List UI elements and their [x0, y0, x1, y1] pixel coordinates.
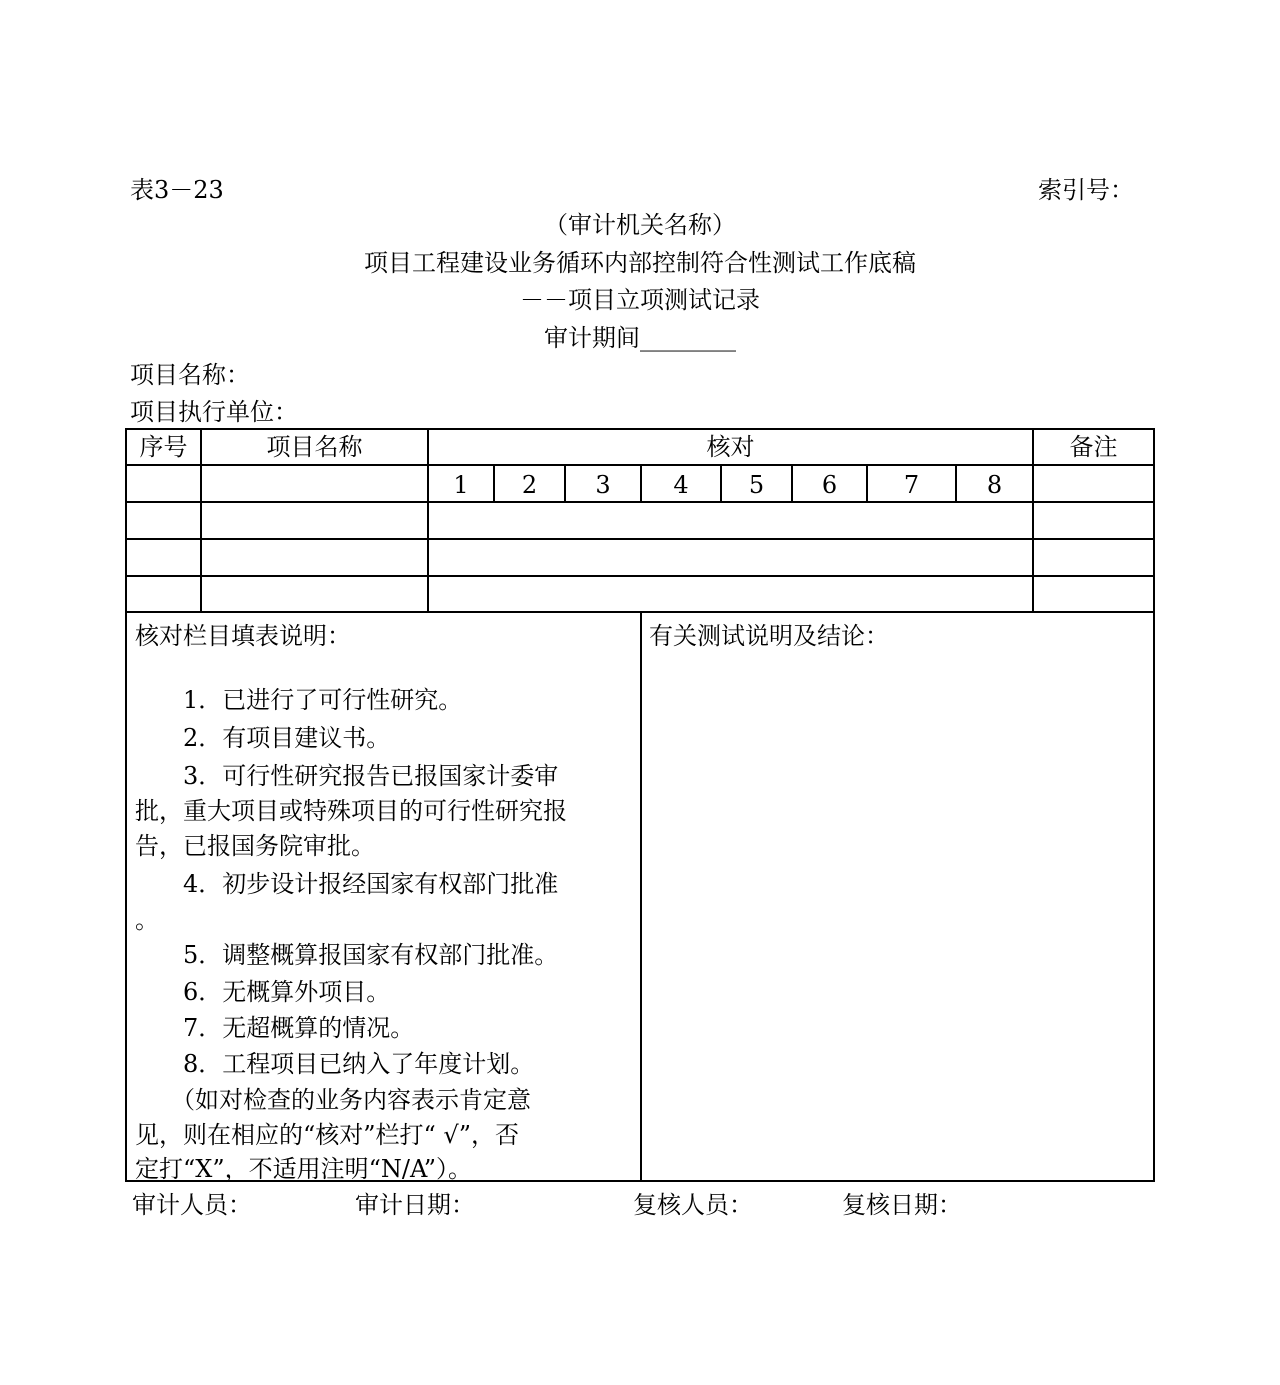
note-line: 1．已进行了可行性研究。 — [135, 686, 463, 714]
note-line: 批，重大项目或特殊项目的可行性研究报 — [135, 797, 567, 825]
table-number: 表3－23 — [130, 176, 224, 204]
header-seq: 序号 — [139, 433, 188, 461]
index-label: 索引号： — [1038, 176, 1134, 204]
org-name-title: （审计机关名称） — [544, 211, 736, 239]
note-line: 见，则在相应的“核对”栏打“ √”，否 — [135, 1121, 519, 1149]
check-number: 6 — [821, 471, 838, 499]
note-line: （如对检查的业务内容表示肯定意 — [135, 1086, 531, 1114]
check-number: 3 — [595, 471, 611, 499]
audit-period: 审计期间________ — [544, 324, 736, 352]
note-line: 7．无超概算的情况。 — [135, 1014, 415, 1042]
reviewer-label: 复核人员： — [633, 1191, 753, 1219]
check-number: 4 — [673, 471, 689, 499]
note-line: 定打“X”，不适用注明“N/A”）。 — [135, 1155, 473, 1183]
header-check: 核对 — [706, 433, 755, 461]
notes-title: 核对栏目填表说明： — [135, 622, 351, 650]
note-line: 6．无概算外项目。 — [135, 978, 391, 1006]
sub-title: －－项目立项测试记录 — [520, 286, 760, 314]
exec-unit-field: 项目执行单位： — [130, 398, 298, 426]
note-line: 4．初步设计报经国家有权部门批准 — [135, 870, 559, 898]
check-table — [125, 428, 1155, 613]
check-number: 2 — [521, 471, 538, 499]
row-divider — [127, 575, 1153, 577]
review-date-label: 复核日期： — [842, 1191, 962, 1219]
note-line: 2．有项目建议书。 — [135, 724, 391, 752]
col-divider — [640, 613, 642, 1180]
header-remark: 备注 — [1069, 433, 1118, 461]
check-number: 7 — [903, 471, 920, 499]
note-line: 5．调整概算报国家有权部门批准。 — [135, 941, 559, 969]
check-number: 1 — [453, 471, 469, 499]
note-line: 8．工程项目已纳入了年度计划。 — [135, 1050, 535, 1078]
conclusion-title: 有关测试说明及结论： — [649, 622, 889, 650]
note-line: 。 — [135, 906, 159, 934]
check-number: 8 — [986, 471, 1003, 499]
note-line: 告，已报国务院审批。 — [135, 832, 375, 860]
audit-date-label: 审计日期： — [355, 1191, 475, 1219]
note-line: 3．可行性研究报告已报国家计委审 — [135, 762, 559, 790]
lower-section — [125, 611, 1155, 1182]
header-project-name: 项目名称 — [266, 433, 363, 461]
auditor-label: 审计人员： — [132, 1191, 252, 1219]
main-title: 项目工程建设业务循环内部控制符合性测试工作底稿 — [364, 249, 916, 277]
row-divider — [127, 538, 1153, 540]
check-number: 5 — [748, 471, 765, 499]
project-name-field: 项目名称： — [130, 361, 250, 389]
